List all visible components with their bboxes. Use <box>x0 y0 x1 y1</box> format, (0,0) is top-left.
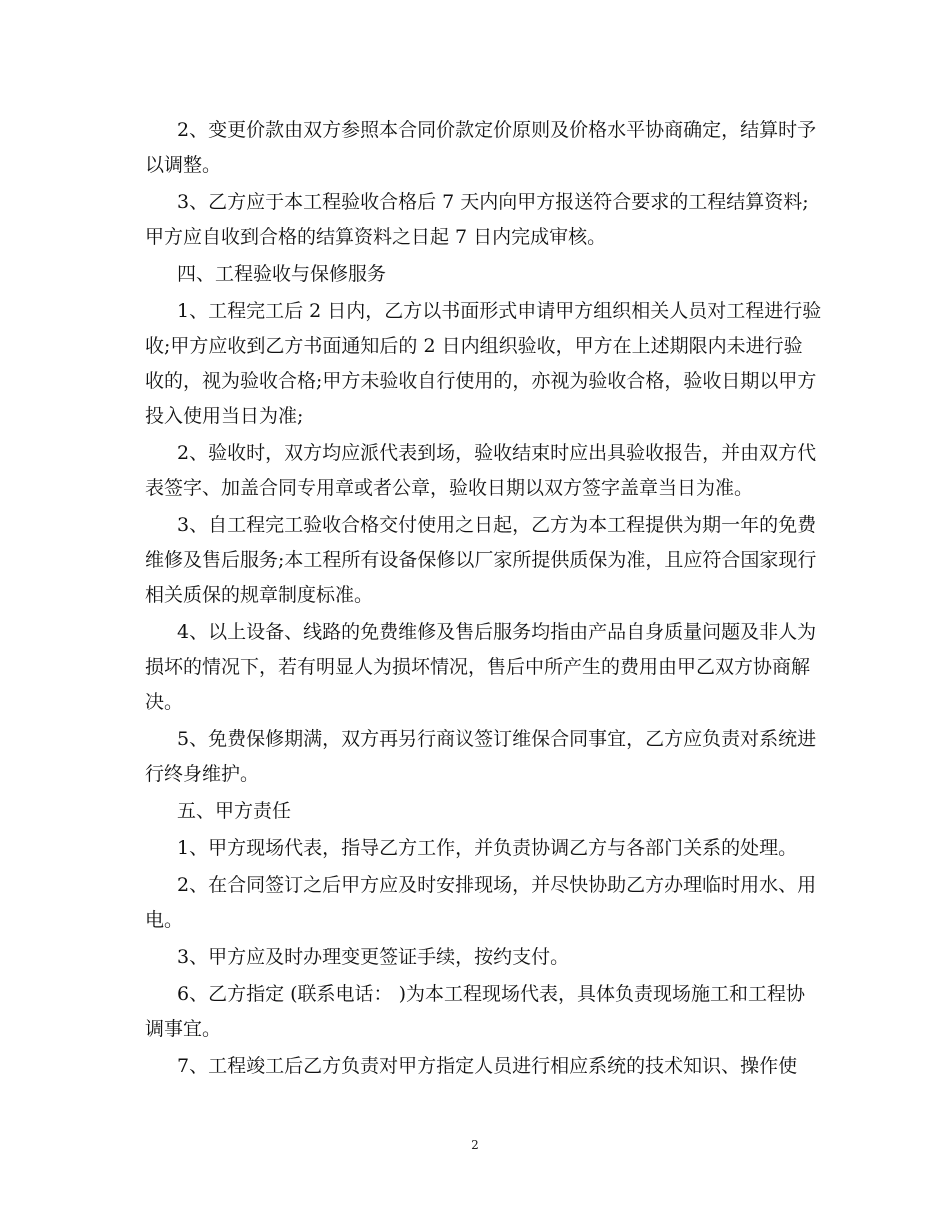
paragraph <box>145 508 817 613</box>
paragraph <box>145 977 810 1047</box>
text-line: 6、乙方指定 (联系电话： )为本工程现场代表，具体负责现场施工和工程协 <box>177 983 805 1005</box>
text-line: 2、在合同签订之后甲方应及时安排现场，并尽快协助乙方办理临时用水、用 <box>177 874 817 896</box>
text-line: 3、乙方应于本工程验收合格后 7 天内向甲方报送符合要求的工程结算资料; <box>177 191 809 213</box>
document-body <box>145 113 822 1086</box>
text-line: 2、验收时，双方均应派代表到场，验收结束时应出具验收报告，并由双方代 <box>177 442 817 464</box>
text-line: 决。 <box>145 691 184 713</box>
text-line: 行终身维护。 <box>145 763 260 785</box>
text-line: 5、免费保修期满，双方再另行商议签订维保合同事宜，乙方应负责对系统进 <box>177 728 817 750</box>
text-line: 以调整。 <box>145 154 222 176</box>
text-line: 3、甲方应及时办理变更签证手续，按约支付。 <box>177 946 570 968</box>
paragraph <box>145 831 810 866</box>
text-line: 维修及售后服务;本工程所有设备保修以厂家所提供质保为准，且应符合国家现行 <box>145 549 817 571</box>
paragraph <box>145 868 817 938</box>
text-line: 甲方应自收到合格的结算资料之日起 7 日内完成审核。 <box>145 226 607 248</box>
text-line: 调事宜。 <box>145 1018 222 1040</box>
text-line: 损坏的情况下，若有明显人为损坏情况，售后中所产生的费用由甲乙双方协商解 <box>145 656 811 678</box>
text-line: 7、工程竣工后乙方负责对甲方指定人员进行相应系统的技术知识、操作使 <box>177 1055 798 1077</box>
paragraph <box>145 722 817 792</box>
text-line: 电。 <box>145 909 184 931</box>
heading-text: 五、甲方责任 <box>177 800 292 822</box>
text-line: 收;甲方应收到乙方书面通知后的 2 日内组织验收，甲方在上述期限内未进行验 <box>145 335 803 357</box>
section-heading <box>145 257 810 292</box>
paragraph <box>145 294 822 434</box>
text-line: 投入使用当日为准; <box>145 405 304 427</box>
text-line: 1、工程完工后 2 日内，乙方以书面形式申请甲方组织相关人员对工程进行验 <box>177 300 822 322</box>
text-line: 3、自工程完工验收合格交付使用之日起，乙方为本工程提供为期一年的免费 <box>177 514 817 536</box>
paragraph <box>145 615 817 720</box>
text-line: 2、变更价款由双方参照本合同价款定价原则及价格水平协商确定，结算时予 <box>177 119 817 141</box>
paragraph <box>145 185 810 255</box>
paragraph <box>145 1049 810 1084</box>
heading-text: 四、工程验收与保修服务 <box>177 263 387 285</box>
paragraph <box>145 113 817 183</box>
text-line: 相关质保的规章制度标准。 <box>145 584 374 606</box>
text-line: 1、甲方现场代表，指导乙方工作，并负责协调乙方与各部门关系的处理。 <box>177 837 798 859</box>
section-heading <box>145 794 810 829</box>
paragraph <box>145 436 817 506</box>
text-line: 表签字、加盖合同专用章或者公章，验收日期以双方签字盖章当日为准。 <box>145 477 754 499</box>
text-line: 收的，视为验收合格;甲方未验收自行使用的，亦视为验收合格，验收日期以甲方 <box>145 370 817 392</box>
paragraph <box>145 940 810 975</box>
text-line: 4、以上设备、线路的免费维修及售后服务均指由产品自身质量问题及非人为 <box>177 621 817 643</box>
page-number: 2 <box>471 1138 479 1152</box>
